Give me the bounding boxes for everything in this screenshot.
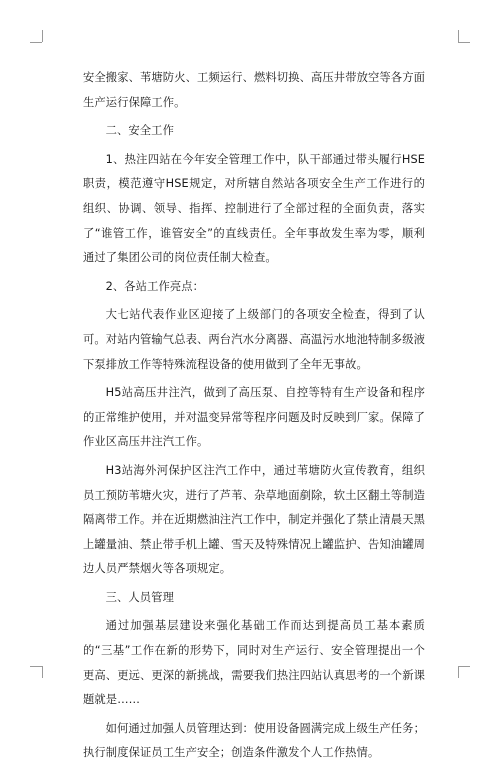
paragraph-h3-station: H3站海外河保护区注汽工作中，通过苇塘防火宣传教育，组织员工预防苇塘火灾，进行了芦苇、杂草地面剷除，软土区翻土等制造隔离带工作。并在近期燃油注汽工作中，制定并强化了禁止清晨天黑上罐量油、禁止带手机上罐、雪天及特殊情况上罐监护、告知油罐周边人员严禁烟火等各项规定。 xyxy=(83,463,425,576)
paragraph-h5-station: H5站高压井注汽，做到了高压泵、自控等特有生产设备和程序的正常维护使用，并对温变异常等程序问题及时反映到厂家。保障了作业区高压井注汽工作。 xyxy=(83,386,425,449)
paragraph-three-basics: 通过加强基层建设来强化基础工作而达到提高员工基本素质的“三基”工作在新的形势下，同时对生产运行、安全管理提出一个更高、更远、更深的新挑战，需要我们热注四站认真思考的一个新课题就是…… xyxy=(83,619,425,707)
paragraph-da7-station: 大七站代表作业区迎接了上级部门的各项安全检查，得到了认可。对站内管输气总表、两台汽水分离器、高温污水地池特制多级液下泵排放工作等特殊流程设备的使用做到了全年无事故。 xyxy=(83,308,425,371)
section-heading-safety: 二、安全工作 xyxy=(105,124,174,138)
paragraph-continuation: 安全搬家、苇塘防火、工频运行、燃料切换、高压井带放空等各方面生产运行保障工作。 xyxy=(83,71,425,109)
paragraph-personnel-goals: 如何通过加强人员管理达到：使用设备圆满完成上级生产任务；执行制度保证员工生产安全；创造条件激发个人工作热情。 xyxy=(83,721,425,760)
subheading-station-highlights: 2、各站工作亮点： xyxy=(105,279,205,293)
document-body xyxy=(83,66,425,766)
section-heading-personnel: 三、人员管理 xyxy=(105,590,174,604)
paragraph-safety-management: 1、热注四站在今年安全管理工作中，队干部通过带头履行HSE职责，模范遵守HSE规定，对所辖自然站各项安全生产工作进行的组织、协调、领导、指挥、控制进行了全部过程的全面负责，落实了“谁管工作，谁管安全”的直线责任。全年事故发生率为零，顺利通过了集团公司的岗位责任制大检查。 xyxy=(83,152,425,265)
